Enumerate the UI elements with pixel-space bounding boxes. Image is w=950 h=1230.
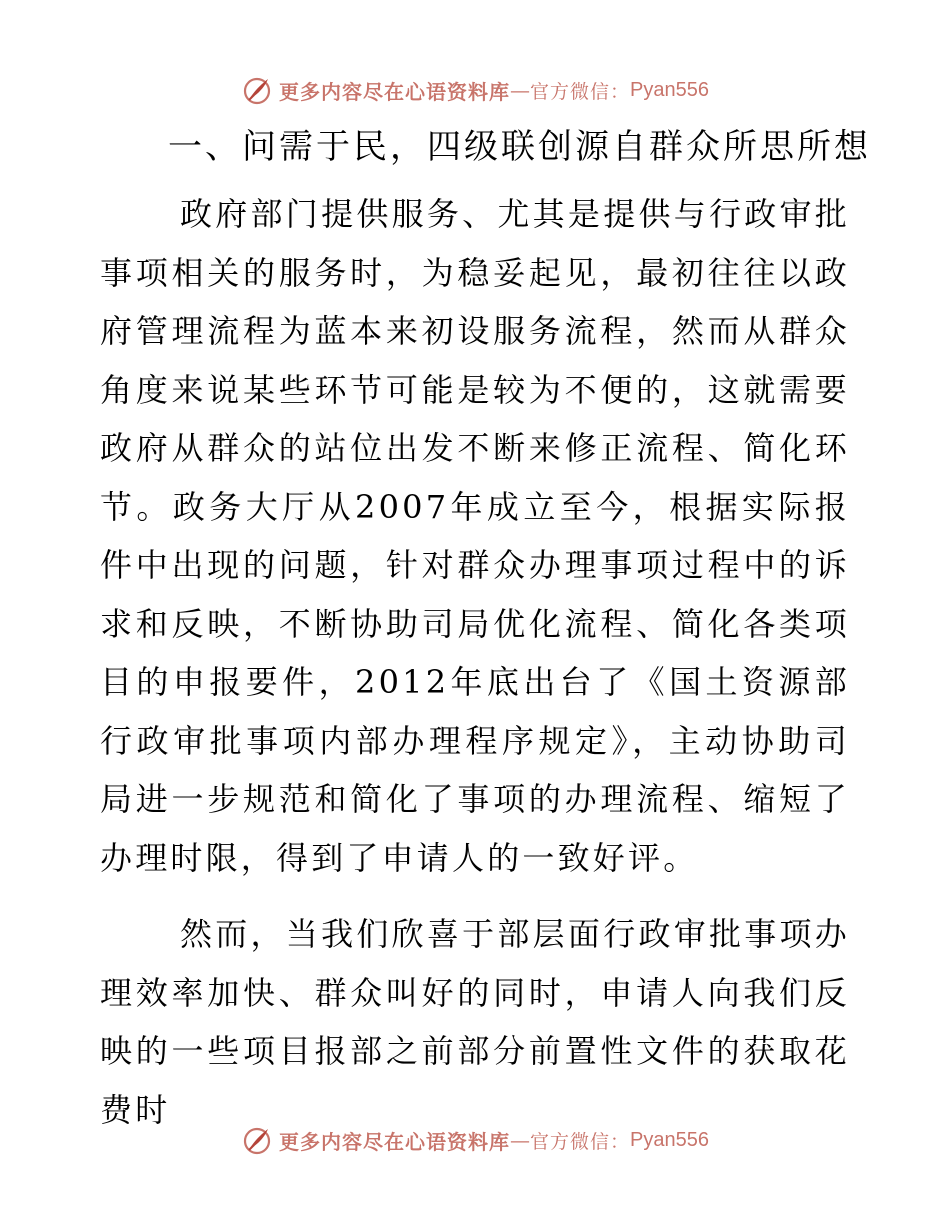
- document-body: [100, 117, 871, 1139]
- banner-main-text: 更多内容尽在心语资料库: [279, 79, 510, 104]
- banner-wechat-id: Pyan556: [630, 1128, 709, 1151]
- banner-wechat-label: 官方微信：: [530, 1130, 631, 1153]
- banner-wechat-label: 官方微信：: [530, 80, 631, 103]
- banner-separator: —: [510, 78, 530, 102]
- section-heading: 一、问需于民，四级联创源自群众所思所想: [168, 127, 871, 167]
- paragraph-2: 然而，当我们欣喜于部层面行政审批事项办理效率加快、群众叫好的同时，申请人向我们反映的一些项目报部之前部分前置性文件的获取花费时: [100, 915, 850, 1129]
- banner-separator: —: [510, 1128, 530, 1152]
- paragraph-1: 政府部门提供服务、尤其是提供与行政审批事项相关的服务时，为稳妥起见，最初往往以政府管理流程为蓝本来初设服务流程，然而从群众角度来说某些环节可能是较为不便的，这就需要政府从群众的站位出发不断来修正流程、简化环节。政务大厅从2007年成立至今，根据实际报件中出现的问题，针对群众办理事项过程中的诉求和反映，不断协助司局优化流程、简化各类项目的申报要件，2012年底出台了《国土资源部行政审批事项内部办理程序规定》，主动协助司局进一步规范和简化了事项的办理流程、缩短了办理时限，得到了申请人的一致好评。: [100, 195, 850, 877]
- footer-watermark-banner: [0, 1122, 950, 1158]
- banner-wechat-id: Pyan556: [630, 78, 709, 101]
- feather-circle-logo-icon: [241, 1124, 273, 1156]
- banner-main-text: 更多内容尽在心语资料库: [279, 1129, 510, 1154]
- header-watermark-banner: [0, 72, 950, 108]
- feather-circle-logo-icon: [241, 74, 273, 106]
